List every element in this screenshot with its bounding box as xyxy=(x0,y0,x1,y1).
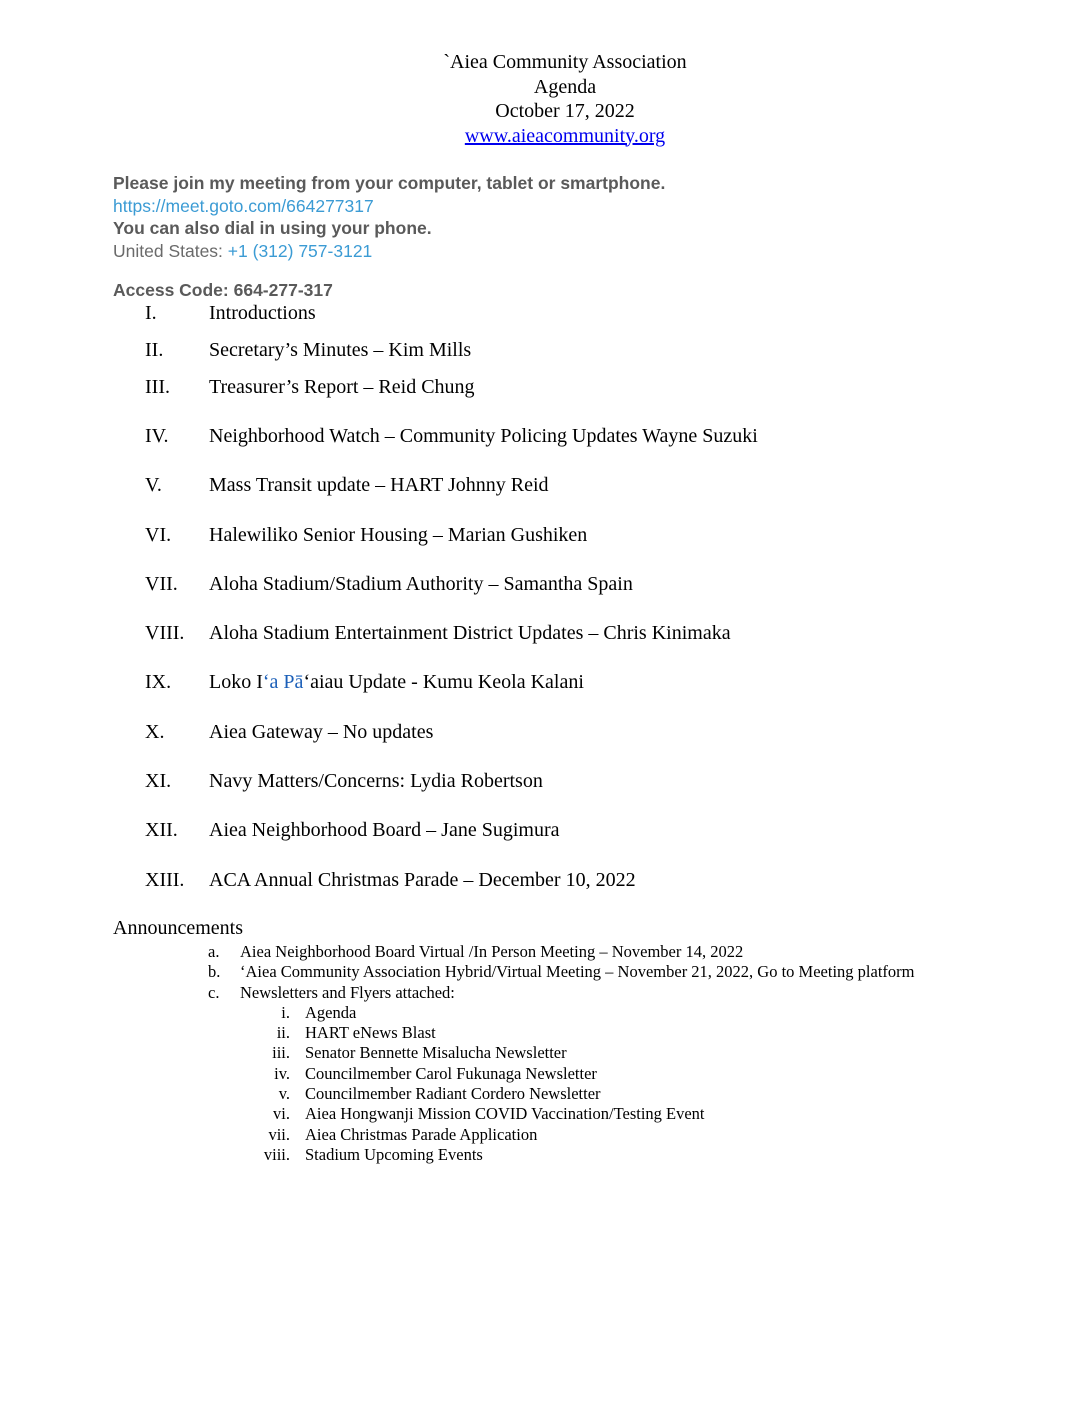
agenda-item-number: XI. xyxy=(145,770,172,792)
attachment-numeral: vii. xyxy=(268,1125,290,1144)
attachment-text: Aiea Hongwanji Mission COVID Vaccination/Testing Event xyxy=(305,1104,705,1123)
agenda-item-text: Halewiliko Senior Housing – Marian Gushiken xyxy=(209,524,588,546)
attachment-text: Councilmember Carol Fukunaga Newsletter xyxy=(305,1064,597,1083)
attachment-text: Stadium Upcoming Events xyxy=(305,1145,483,1164)
attachment-numeral: iv. xyxy=(274,1064,290,1083)
announcement-text: Aiea Neighborhood Board Virtual /In Person Meeting – November 14, 2022 xyxy=(240,942,744,961)
agenda-item-number: XII. xyxy=(145,819,178,841)
attachment-numeral: viii. xyxy=(263,1145,290,1164)
attachment-text: HART eNews Blast xyxy=(305,1023,436,1042)
agenda-text-part-hawaiian: ʻa Pā xyxy=(262,671,304,693)
country-label: United States: xyxy=(113,240,228,261)
announcement-text: ‘Aiea Community Association Hybrid/Virtual Meeting – November 21, 2022, Go to Meeting platform xyxy=(240,962,915,981)
attachment-text: Aiea Christmas Parade Application xyxy=(305,1125,538,1144)
attachment-text: Senator Bennette Misalucha Newsletter xyxy=(305,1043,567,1062)
agenda-item-text: Navy Matters/Concerns: Lydia Robertson xyxy=(209,770,543,792)
announcement-letter: a. xyxy=(208,942,220,961)
agenda-item-number: VI. xyxy=(145,524,172,546)
agenda-item-text: ACA Annual Christmas Parade – December 10, 2022 xyxy=(209,869,636,891)
document-header xyxy=(0,50,1088,148)
phone-line xyxy=(113,240,665,263)
agenda-item-text: Secretary’s Minutes – Kim Mills xyxy=(209,339,472,361)
announcement-text: Newsletters and Flyers attached: xyxy=(240,983,455,1002)
access-code: Access Code: 664-277-317 xyxy=(113,280,333,300)
agenda-item-text: Mass Transit update – HART Johnny Reid xyxy=(209,474,549,496)
agenda-item-text: Introductions xyxy=(209,302,316,324)
agenda-item-number: II. xyxy=(145,339,164,361)
meeting-url-link[interactable]: https://meet.goto.com/664277317 xyxy=(113,195,374,216)
agenda-item-number: IV. xyxy=(145,425,169,447)
agenda-item-text: Aiea Gateway – No updates xyxy=(209,721,434,743)
agenda-text-part: Loko I xyxy=(209,671,263,693)
agenda-item-text: Aiea Neighborhood Board – Jane Sugimura xyxy=(209,819,560,841)
announcement-letter: c. xyxy=(208,983,220,1002)
agenda-item-text xyxy=(209,671,584,694)
agenda-item-number: IX. xyxy=(145,671,172,693)
attachment-numeral: vi. xyxy=(273,1104,290,1123)
phone-number-link[interactable]: +1 (312) 757-3121 xyxy=(227,240,373,261)
agenda-item-number: V. xyxy=(145,474,162,496)
attachment-numeral: iii. xyxy=(272,1043,290,1062)
agenda-item-number: VII. xyxy=(145,573,178,595)
agenda-text-part: ʻaiau Update - Kumu Keola Kalani xyxy=(303,671,584,693)
agenda-item-text: Neighborhood Watch – Community Policing Updates Wayne Suzuki xyxy=(209,425,758,447)
website-link[interactable]: www.aieacommunity.org xyxy=(464,124,666,147)
org-name: `Aiea Community Association xyxy=(443,51,687,73)
agenda-item-number: III. xyxy=(145,376,170,398)
attachment-numeral: v. xyxy=(278,1084,290,1103)
agenda-item-number: XIII. xyxy=(145,869,185,891)
attachment-text: Agenda xyxy=(305,1003,357,1022)
meeting-date: October 17, 2022 xyxy=(495,100,635,122)
doc-type: Agenda xyxy=(533,75,597,98)
dial-instructions: You can also dial in using your phone. xyxy=(113,218,432,238)
agenda-item-text: Aloha Stadium Entertainment District Updates – Chris Kinimaka xyxy=(209,622,731,644)
attachment-numeral: i. xyxy=(281,1003,290,1022)
attachment-text: Councilmember Radiant Cordero Newsletter xyxy=(305,1084,601,1103)
agenda-item-text: Aloha Stadium/Stadium Authority – Samantha Spain xyxy=(209,573,633,595)
agenda-item-number: VIII. xyxy=(145,622,185,644)
agenda-item-number: I. xyxy=(145,302,157,324)
agenda-item-number: X. xyxy=(145,721,165,743)
agenda-item-text: Treasurer’s Report – Reid Chung xyxy=(209,376,475,398)
announcements-heading: Announcements xyxy=(113,917,243,939)
meeting-info xyxy=(113,172,665,262)
attachment-numeral: ii. xyxy=(276,1023,290,1042)
join-instructions: Please join my meeting from your computer, tablet or smartphone. xyxy=(113,173,666,193)
announcement-letter: b. xyxy=(208,962,221,981)
